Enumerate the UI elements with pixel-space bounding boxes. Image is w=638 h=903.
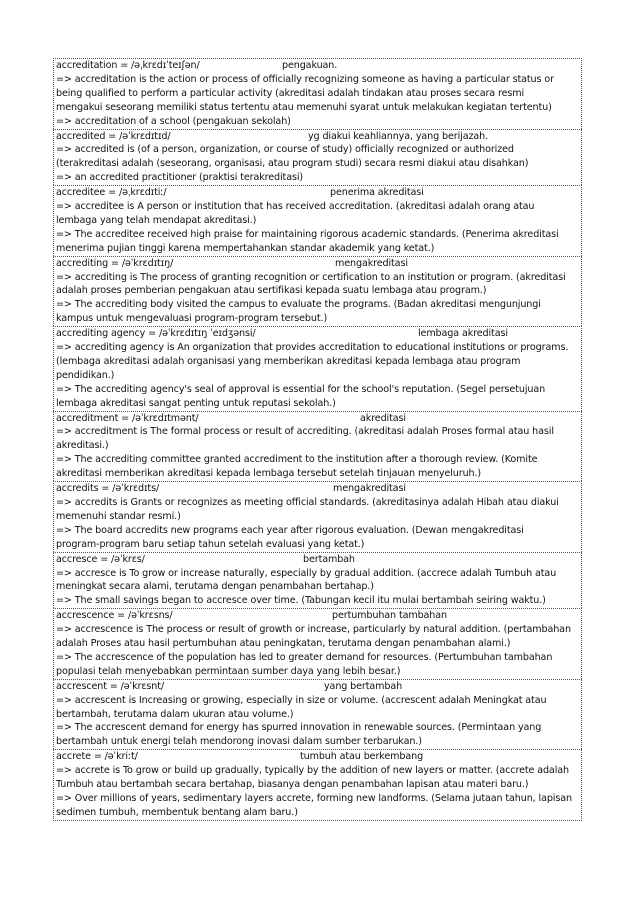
entry-line: => The small savings began to accresce over time. (Tabungan kecil itu mulai bertambah seiring waktu.) <box>56 595 546 607</box>
entry-line: populasi telah menyebabkan permintaan sumber daya yang lebih besar.) <box>56 665 401 677</box>
entry-line: => accrediting agency is An organization that provides accreditation to educational institutions or programs. <box>56 342 569 354</box>
entry-line: program-program baru setiap tahun setelah evaluasi yang ketat.) <box>56 538 365 550</box>
entry-line: => accrescence is The process or result of growth or increase, particularly by natural addition. (pertambahan <box>56 624 571 636</box>
entry-line: pendidikan.) <box>56 369 115 381</box>
entry-line: akreditasi.) <box>56 440 109 452</box>
entry-accredits <box>53 481 582 552</box>
entry-translation: mengakreditasi <box>335 257 408 269</box>
entry-line: => accredits is Grants or recognizes as meeting official standards. (akreditasinya adalah Hibah atau diakui <box>56 496 559 508</box>
entry-line: => accrete is To grow or build up gradually, typically by the addition of new layers or matter. (accrete adalah <box>56 765 569 777</box>
entry-term: accrediting agency = /əˈkrɛdɪtɪŋ ˈeɪdʒənsi/ <box>56 328 256 340</box>
entry-translation: bertambah <box>303 553 355 565</box>
entry-term: accrete = /əˈkriːt/ <box>56 751 138 763</box>
entry-translation: yg diakui keahliannya, yang berijazah. <box>308 130 489 142</box>
entry-line: Tumbuh atau bertambah secara bertahap, biasanya dengan penambahan lapisan atau materi baru.) <box>56 779 529 791</box>
entry-line: => accreditment is The formal process or result of accrediting. (akreditasi adalah Proses formal atau hasil <box>56 426 554 438</box>
entry-accreditee <box>53 185 582 256</box>
entry-line: being qualified to perform a particular activity (akreditasi adalah tindakan atau proses secara resmi <box>56 87 525 99</box>
entry-line: => an accredited practitioner (praktisi terakreditasi) <box>56 172 304 184</box>
entry-line: => The accrescence of the population has led to greater demand for resources. (Pertumbuhan tambahan <box>56 651 553 663</box>
entry-accrescent <box>53 679 582 750</box>
entry-line: => accreditee is A person or institution that has received accreditation. (akreditasi adalah orang atau <box>56 201 535 213</box>
entry-line: mengakui seseorang memiliki status tertentu atau memenuhi syarat untuk melakukan kegiatan tertentu) <box>56 101 552 113</box>
entry-line: => accrescent is Increasing or growing, especially in size or volume. (accrescent adalah Meningkat atau <box>56 694 547 706</box>
entry-accrediting <box>53 256 582 327</box>
entry-translation: tumbuh atau berkembang <box>300 751 424 763</box>
entry-translation: pertumbuhan tambahan <box>332 610 447 622</box>
entry-term: accredited = /əˈkrɛdɪtɪd/ <box>56 130 171 142</box>
entry-accreditment <box>53 411 582 482</box>
entry-line: => The accrediting committee granted accrediment to the institution after a thorough review. (Komite <box>56 454 538 466</box>
entry-term: accrescence = /əˈkrɛsns/ <box>56 610 173 622</box>
entry-accrediting-agency <box>53 326 582 410</box>
entry-line: => accreditation of a school (pengakuan sekolah) <box>56 115 291 127</box>
entry-line: => The accrediting agency's seal of approval is essential for the school's reputation. (Segel persetujuan <box>56 383 546 395</box>
entry-term: accreditation = /əˌkrɛdɪˈteɪʃən/ <box>56 60 200 71</box>
entry-accresce <box>53 552 582 609</box>
entry-line: menerima pujian tinggi karena mempertahankan standar akademik yang ketat.) <box>56 242 435 254</box>
entry-accredited <box>53 129 582 186</box>
entry-line: => The accrediting body visited the campus to evaluate the programs. (Badan akreditasi mengunjungi <box>56 299 541 311</box>
entry-line: => accredited is (of a person, organization, or course of study) officially recognized or authorized <box>56 144 514 156</box>
entry-line: memenuhi standar resmi.) <box>56 510 181 522</box>
entry-line: => accreditation is the action or process of officially recognizing someone as having a particular status or <box>56 73 554 85</box>
entry-term: accresce = /əˈkrɛs/ <box>56 553 145 565</box>
entry-translation: mengakreditasi <box>333 483 406 495</box>
entry-term: accredits = /əˈkrɛdɪts/ <box>56 483 160 495</box>
entry-line: lembaga yang telah mendapat akreditasi.) <box>56 214 257 226</box>
entry-line: bertambah, terutama dalam ukuran atau volume.) <box>56 708 294 720</box>
entry-term: accreditee = /əˌkrɛdɪtiː/ <box>56 187 167 199</box>
entry-translation: lembaga akreditasi <box>418 328 508 340</box>
entry-translation: pengakuan. <box>282 60 338 71</box>
entry-line: => The board accredits new programs each year after rigorous evaluation. (Dewan mengakreditasi <box>56 524 524 536</box>
entry-line: => Over millions of years, sedimentary layers accrete, forming new landforms. (Selama jutaan tahun, lapisan <box>56 792 572 804</box>
entry-accrescence <box>53 608 582 679</box>
entry-line: (lembaga akreditasi adalah organisasi yang memberikan akreditasi kepada lembaga atau program <box>56 355 521 367</box>
entry-line: => accrediting is The process of granting recognition or certification to an institution or program. (akreditasi <box>56 271 566 283</box>
entry-accreditation <box>53 58 582 129</box>
entry-line: kampus untuk mengevaluasi program-program tersebut.) <box>56 313 328 325</box>
entry-translation: akreditasi <box>360 412 406 424</box>
entry-term: accrediting = /əˈkrɛdɪtɪŋ/ <box>56 257 174 269</box>
entry-line: bertambah untuk energi telah mendorong inovasi dalam sumber terbarukan.) <box>56 736 422 748</box>
entry-line: => The accrescent demand for energy has spurred innovation in renewable sources. (Permintaan yang <box>56 722 542 734</box>
entry-term: accrescent = /əˈkrɛsnt/ <box>56 680 164 692</box>
entry-line: adalah Proses atau hasil pertumbuhan atau peningkatan, terutama dengan penambahan alami.) <box>56 638 511 650</box>
glossary-page <box>53 58 582 821</box>
entry-term: accreditment = /əˈkrɛdɪtmənt/ <box>56 412 199 424</box>
entry-accrete <box>53 749 582 821</box>
entry-line: (terakreditasi adalah (seseorang, organisasi, atau program studi) secara resmi diakui atau disahkan) <box>56 158 529 170</box>
entry-translation: penerima akreditasi <box>330 187 424 199</box>
entry-line: => accresce is To grow or increase naturally, especially by gradual addition. (accrece adalah Tumbuh atau <box>56 567 557 579</box>
entry-line: lembaga akreditasi sangat penting untuk reputasi sekolah.) <box>56 397 336 409</box>
entry-line: => The accreditee received high praise for maintaining rigorous academic standards. (Penerima akreditasi <box>56 228 559 240</box>
entry-line: akreditasi memberikan akreditasi kepada lembaga tersebut setelah tinjauan menyeluruh.) <box>56 468 482 480</box>
entry-line: meningkat secara alami, terutama dengan penambahan bertahap.) <box>56 581 374 593</box>
entry-line: sedimen tumbuh, membentuk bentang alam baru.) <box>56 806 298 818</box>
entry-line: adalah proses pemberian pengakuan atau sertifikasi kepada suatu lembaga atau program.) <box>56 285 487 297</box>
entry-translation: yang bertambah <box>324 680 403 692</box>
